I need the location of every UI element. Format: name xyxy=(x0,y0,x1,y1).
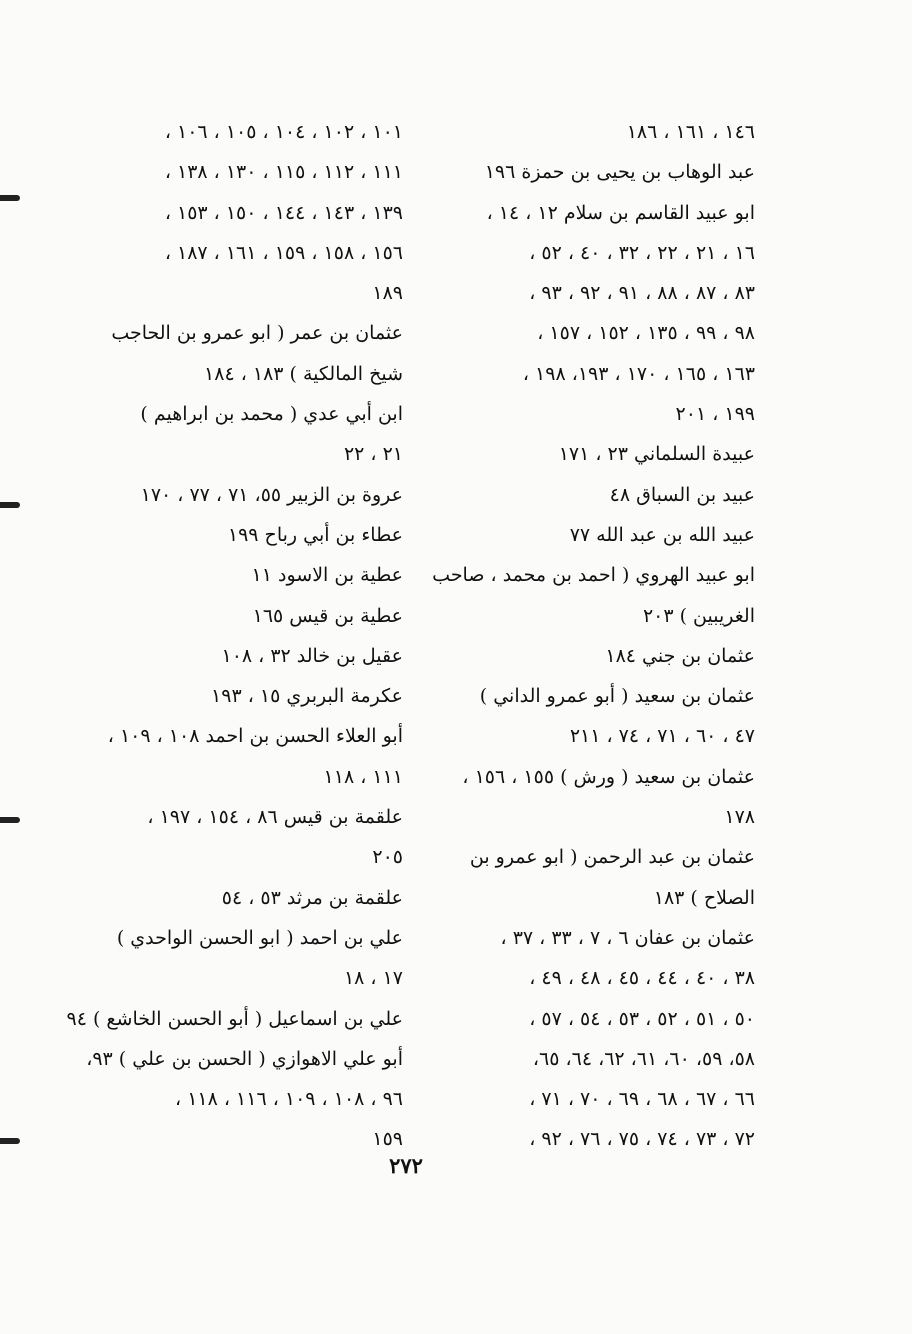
index-line: ١٥٩ xyxy=(372,1128,403,1151)
index-line: ١٤٦ ، ١٦١ ، ١٨٦ xyxy=(626,121,755,143)
index-line: عثمان بن عبد الرحمن ( ابو عمرو بن xyxy=(469,846,755,869)
index-line: عكرمة البربري ١٥ ، ١٩٣ xyxy=(211,685,403,708)
index-line: عثمان بن سعيد ( أبو عمرو الداني ) xyxy=(479,685,755,708)
index-line: ١٩٩ ، ٢٠١ xyxy=(675,403,755,426)
index-line: ٥٠ ، ٥١ ، ٥٢ ، ٥٣ ، ٥٤ ، ٥٧ ، xyxy=(529,1007,755,1030)
index-line: الغريبين ) ٢٠٣ xyxy=(642,604,755,627)
index-line: ١٦٣ ، ١٦٥ ، ١٧٠ ، ١٩٣، ١٩٨ ، xyxy=(522,362,755,385)
index-line: ١٧ ، ١٨ xyxy=(343,967,403,990)
index-line: علقمة بن قيس ٨٦ ، ١٥٤ ، ١٩٧ ، xyxy=(147,806,403,829)
index-line: ١٣٩ ، ١٤٣ ، ١٤٤ ، ١٥٠ ، ١٥٣ ، xyxy=(164,201,403,224)
page-number: ٢٧٢ xyxy=(389,1153,423,1178)
index-line: أبو العلاء الحسن بن احمد ١٠٨ ، ١٠٩ ، xyxy=(107,725,403,748)
index-line: عقيل بن خالد ٣٢ ، ١٠٨ xyxy=(221,644,403,667)
index-line: ٩٦ ، ١٠٨ ، ١٠٩ ، ١١٦ ، ١١٨ ، xyxy=(175,1088,403,1111)
index-line: ٢١ ، ٢٢ xyxy=(343,443,403,466)
index-line: عروة بن الزبير ٥٥، ٧١ ، ٧٧ ، ١٧٠ xyxy=(140,483,403,506)
binding-mark xyxy=(0,1138,20,1144)
index-line: ١١١ ، ١١٢ ، ١١٥ ، ١٣٠ ، ١٣٨ ، xyxy=(164,161,403,184)
index-line: ١٥٦ ، ١٥٨ ، ١٥٩ ، ١٦١ ، ١٨٧ ، xyxy=(164,241,403,264)
index-line: علي بن اسماعيل ( أبو الحسن الخاشع ) ٩٤ xyxy=(66,1007,403,1030)
binding-mark xyxy=(0,817,20,823)
index-line: ١٨٩ xyxy=(372,282,403,305)
index-line: عطاء بن أبي رباح ١٩٩ xyxy=(227,523,403,546)
index-line: عثمان بن عفان ٦ ، ٧ ، ٣٣ ، ٣٧ ، xyxy=(500,926,755,949)
index-column-left xyxy=(66,112,403,1160)
index-line: ٢٠٥ xyxy=(372,846,403,869)
index-line: ٤٧ ، ٦٠ ، ٧١ ، ٧٤ ، ٢١١ xyxy=(569,725,755,748)
binding-mark xyxy=(0,195,20,201)
index-line: عبد الوهاب بن يحيى بن حمزة ١٩٦ xyxy=(484,161,755,184)
index-line: ٦٦ ، ٦٧ ، ٦٨ ، ٦٩ ، ٧٠ ، ٧١ ، xyxy=(529,1088,755,1111)
index-line: علي بن احمد ( ابو الحسن الواحدي ) xyxy=(116,926,403,949)
index-line: عطية بن الاسود ١١ xyxy=(251,564,403,587)
index-line: علقمة بن مرثد ٥٣ ، ٥٤ xyxy=(221,886,403,909)
index-line: عثمان بن عمر ( ابو عمرو بن الحاجب xyxy=(111,322,403,345)
binding-mark xyxy=(0,502,20,508)
index-line: ٨٣ ، ٨٧ ، ٨٨ ، ٩١ ، ٩٢ ، ٩٣ ، xyxy=(529,282,755,305)
index-line: ٧٢ ، ٧٣ ، ٧٤ ، ٧٥ ، ٧٦ ، ٩٢ ، xyxy=(529,1128,755,1151)
index-line: عبيدة السلماني ٢٣ ، ١٧١ xyxy=(558,443,755,466)
index-line: ابن أبي عدي ( محمد بن ابراهيم ) xyxy=(140,403,403,426)
index-line: عطية بن قيس ١٦٥ xyxy=(252,604,403,627)
index-line: ابو عبيد الهروي ( احمد بن محمد ، صاحب xyxy=(432,564,755,587)
index-line: ٣٨ ، ٤٠ ، ٤٤ ، ٤٥ ، ٤٨ ، ٤٩ ، xyxy=(529,967,755,990)
index-line: أبو علي الاهوازي ( الحسن بن علي ) ٩٣، xyxy=(86,1047,403,1070)
index-line: عثمان بن جني ١٨٤ xyxy=(605,644,755,667)
index-line: الصلاح ) ١٨٣ xyxy=(653,886,755,909)
index-line: ابو عبيد القاسم بن سلام ١٢ ، ١٤ ، xyxy=(486,201,755,224)
index-line: ١١١ ، ١١٨ xyxy=(323,765,403,788)
index-line: ٥٨، ٥٩، ٦٠، ٦١، ٦٢، ٦٤، ٦٥، xyxy=(532,1047,755,1070)
index-line: عثمان بن سعيد ( ورش ) ١٥٥ ، ١٥٦ ، xyxy=(462,765,755,788)
index-line: ١٧٨ xyxy=(724,806,755,829)
index-line: ١٦ ، ٢١ ، ٢٢ ، ٣٢ ، ٤٠ ، ٥٢ ، xyxy=(529,241,755,264)
index-line: ٩٨ ، ٩٩ ، ١٣٥ ، ١٥٢ ، ١٥٧ ، xyxy=(537,322,755,345)
index-line: شيخ المالكية ) ١٨٣ ، ١٨٤ xyxy=(204,362,403,385)
index-line: عبيد بن السباق ٤٨ xyxy=(609,483,755,506)
index-line: ١٠١ ، ١٠٢ ، ١٠٤ ، ١٠٥ ، ١٠٦ ، xyxy=(164,121,403,143)
index-line: عبيد الله بن عبد الله ٧٧ xyxy=(569,523,755,546)
index-column-right xyxy=(425,112,755,1160)
